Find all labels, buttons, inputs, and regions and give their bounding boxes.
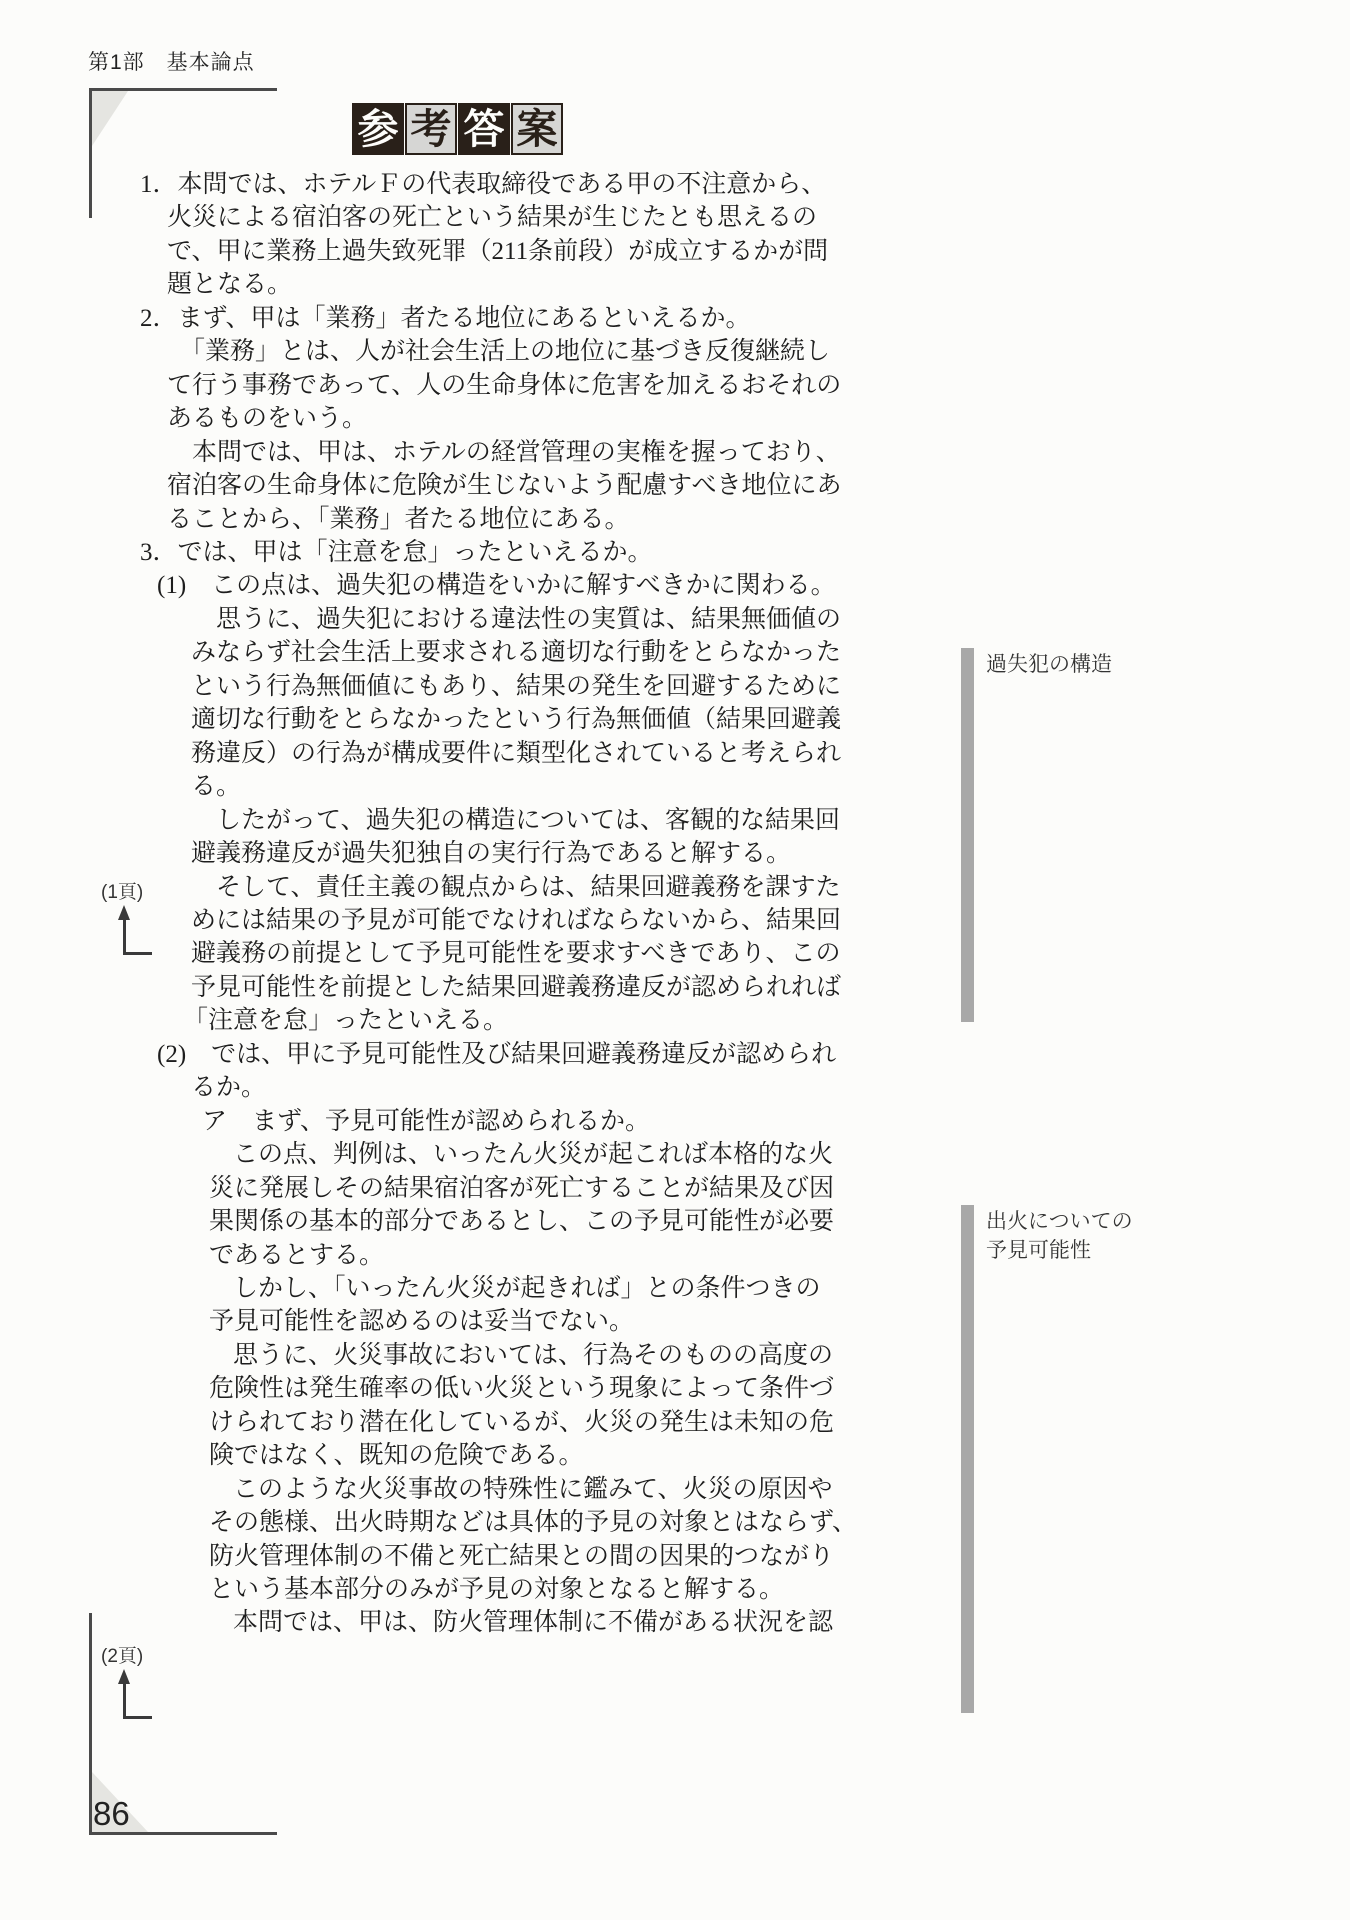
body-line: 「注意を怠」ったといえる。	[183, 1007, 509, 1035]
body-line: その態様、出火時期などは具体的予見の対象とはならず、	[209, 1509, 858, 1537]
body-line: この点、判例は、いったん火災が起これば本格的な火	[233, 1141, 834, 1169]
margin-note-2	[986, 1207, 1133, 1265]
body-line: 火災による宿泊客の死亡という結果が生じたとも思えるの	[167, 204, 818, 232]
body-line: 避義務違反が過失犯独自の実行行為であると解する。	[191, 840, 792, 868]
section-header: 第1部 基本論点	[88, 51, 255, 74]
body-line: 務違反）の行為が構成要件に類型化されていると考えられ	[191, 739, 842, 767]
body-line: 2．まず、甲は「業務」者たる地位にあるといえるか。	[140, 304, 751, 332]
arrow-foot	[123, 1716, 152, 1719]
body-line: 防火管理体制の不備と死亡結果との間の因果的つながり	[209, 1542, 835, 1570]
body-line: しかし、「いったん火災が起きれば」との条件つきの	[233, 1274, 821, 1302]
body-line: 危険性は発生確率の低い火災という現象によって条件づ	[209, 1375, 835, 1403]
body-line: したがって、過失犯の構造については、客観的な結果回	[216, 806, 841, 834]
body-line: ア まず、予見可能性が認められるか。	[202, 1107, 651, 1135]
body-line: 予見可能性を前提とした結果回避義務違反が認められれば	[191, 973, 842, 1001]
body-line: であるとする。	[209, 1241, 385, 1269]
page-marker-2-label: (2頁)	[101, 1646, 144, 1667]
body-line: 「業務」とは、人が社会生活上の地位に基づき反復継続し	[180, 338, 831, 366]
body-line: (2) では、甲に予見可能性及び結果回避義務違反が認められ	[157, 1040, 837, 1068]
body-line: 災に発展しその結果宿泊客が死亡することが結果及び因	[209, 1174, 835, 1202]
margin-bar-1	[961, 648, 974, 1022]
body-line: という基本部分のみが予見の対象となると解する。	[209, 1576, 785, 1604]
body-line: みならず社会生活上要求される適切な行動をとらなかった	[191, 639, 842, 667]
margin-note-1: 過失犯の構造	[986, 653, 1112, 676]
body-line: 適切な行動をとらなかったという行為無価値（結果回避義	[191, 706, 842, 734]
body-line: 思うに、過失犯における違法性の実質は、結果無価値の	[216, 605, 842, 633]
body-line: 険ではなく、既知の危険である。	[209, 1442, 584, 1470]
body-line: あるものをいう。	[167, 405, 368, 433]
body-line: という行為無価値にもあり、結果の発生を回避するために	[191, 672, 842, 700]
body-line: 避義務の前提として予見可能性を要求すべきであり、この	[191, 940, 841, 968]
body-line: 宿泊客の生命身体に危険が生じないよう配慮すべき地位にあ	[167, 472, 842, 500]
arrow-stem	[123, 1682, 126, 1718]
top-corner-triangle	[92, 91, 128, 146]
page-marker-2	[0, 1641, 200, 1761]
body-line: このような火災事故の特殊性に鑑みて、火災の原因や	[233, 1475, 833, 1503]
margin-note-2-line1: 出火についての	[986, 1210, 1133, 1233]
body-line: 1．本問では、ホテルＦの代表取締役である甲の不注意から、	[140, 171, 827, 198]
arrow-stem	[123, 918, 126, 954]
arrow-foot	[123, 952, 152, 955]
body-line: て行う事務であって、人の生命身体に危害を加えるおそれの	[167, 371, 842, 399]
body-line: 本問では、甲は、防火管理体制に不備がある状況を認	[233, 1609, 834, 1637]
title-char-box: 考	[405, 103, 457, 155]
page-marker-1	[0, 877, 200, 997]
title-char-box: 答	[458, 103, 510, 155]
body-line: 本問では、甲は、ホテルの経営管理の実権を握っており、	[192, 438, 841, 466]
body-line: 題となる。	[167, 271, 293, 299]
body-line: 思うに、火災事故においては、行為そのものの高度の	[233, 1341, 834, 1369]
body-line: (1) この点は、過失犯の構造をいかに解すべきかに関わる。	[157, 572, 836, 600]
body-line: めには結果の予見が可能でなければならないから、結果回	[191, 906, 842, 934]
page-marker-1-label: (1頁)	[101, 882, 144, 903]
title-char-box: 参	[352, 103, 404, 155]
model-answer-title	[352, 103, 563, 155]
body-line: 予見可能性を認めるのは妥当でない。	[209, 1308, 635, 1336]
margin-note-2-line2: 予見可能性	[986, 1239, 1091, 1262]
margin-bar-2	[961, 1205, 974, 1713]
body-line: るか。	[191, 1074, 267, 1102]
body-line: 3．では、甲は「注意を怠」ったといえるか。	[140, 538, 653, 566]
body-line: けられており潜在化しているが、火災の発生は未知の危	[209, 1408, 835, 1436]
body-line: ることから、「業務」者たる地位にある。	[167, 505, 630, 533]
body-line: そして、責任主義の観点からは、結果回避義務を課すた	[216, 873, 841, 901]
page-number: 86	[93, 1795, 130, 1832]
body-line: で、甲に業務上過失致死罪（211条前段）が成立するかが問	[167, 237, 829, 265]
title-char-box: 案	[511, 103, 563, 155]
body-line: る。	[191, 773, 242, 801]
body-line: 果関係の基本的部分であるとし、この予見可能性が必要	[209, 1208, 835, 1236]
